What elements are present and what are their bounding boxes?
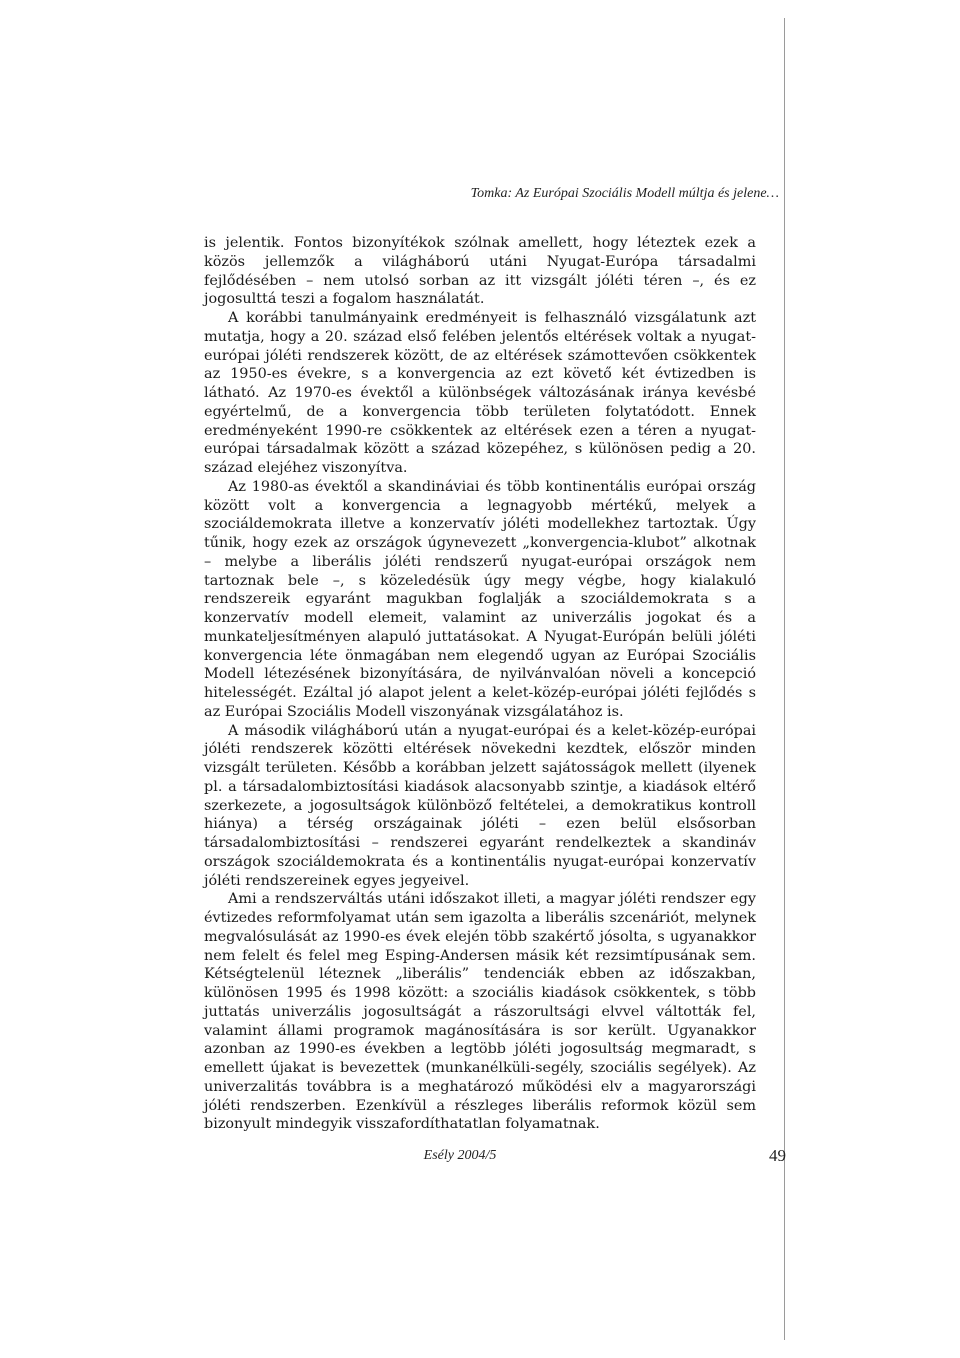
body-text (204, 234, 756, 1134)
running-head: Tomka: Az Európai Szociális Modell múltja és jelene… (470, 186, 779, 201)
footer-journal-issue: Esély 2004/5 (423, 1148, 497, 1163)
paragraph-5: Ami a rendszerváltás utáni időszakot illeti, a magyar jóléti rendszer egy évtizedes reformfolyamat után sem igazolta a liberális szcenáriót, melynek megvalósulását az 1990-es évek elején több szakértő jósolta, s ugyanakkor nem felelt és felel meg Esping-Andersen másik két rezsimtípusának sem. Kétségtelenül léteznek „liberális” tendenciák ebben az időszakban, különösen 1995 és 1998 között: a szociális kiadások csökkentek, s több juttatás univerzális jogosultságát a rászorultsági elvvel váltották fel, valamint állami programok magánosítására is sor került. Ugyanakkor azonban az 1990-es években a legtöbb jóléti jogosultság megmaradt, s emellett újakat is bevezettek (munkanélküli-segély, szociális segélyek). Az univerzalitás továbbra is a meghatározó működési elv a magyarországi jóléti rendszerben. Ezenkívül a részleges liberális reformok közül sem bizonyult mindegyik visszafordíthatatlan folyamatnak. (204, 891, 756, 1133)
paragraph-1: is jelentik. Fontos bizonyítékok szólnak amellett, hogy léteztek ezek a közös jellemzők a világháború utáni Nyugat-Európa társadalmi fejlődésében – nem utolsó sorban az itt vizsgált jóléti téren –, és ez jogosulttá teszi a fogalom használatát. (204, 235, 756, 308)
paragraph-4: A második világháború után a nyugat-európai és a kelet-közép-európai jóléti rendszerek közötti eltérések növekedni kezdtek, először minden vizsgált területen. Később a korábban jelzett sajátosságok mellett (ilyenek pl. a társadalombiztosítási kiadások alacsonyabb szintje, a kiadások eltérő szerkezete, a jogosultságok különböző feltételei, a demokratikus kontroll hiánya) a térség országainak jóléti – ezen belül elsősorban társadalombiztosítási – rendszerei egyaránt rendelkeztek a skandináv országok szociáldemokrata és a kontinentális nyugat-európai konzervatív jóléti rendszereinek egyes jegyeivel. (204, 722, 756, 889)
paragraph-2: A korábbi tanulmányaink eredményeit is felhasználó vizsgálatunk azt mutatja, hogy a 20. század első felében jelentős eltérések voltak a nyugat-európai jóléti rendszerek között, de az eltérések számottevően csökkentek az 1950-es évekre, s a konvergencia az ezt követő két évtizedben is látható. Az 1970-es évektől a különbségek változásának iránya kevésbé egyértelmű, de a konvergencia több területen folytatódott. Ennek eredményeként 1990-re csökkentek az eltérések ezen a téren a nyugat-európai társadalmak között a század közepéhez, s különösen pedig a 20. század elejéhez viszonyítva. (204, 310, 756, 476)
margin-rule (784, 18, 785, 1340)
paragraph-3: Az 1980-as évektől a skandináviai és több kontinentális európai ország között volt a konvergencia a legnagyobb mértékű, melyek a szociáldemokrata illetve a konzervatív jóléti modellekhez tartoztak. Úgy tűnik, hogy ezek az országok úgynevezett „konvergencia-klubot” alkotnak – melybe a liberális jóléti rendszerű nyugat-európai országok nem tartoznak bele –, s közeledésük úgy megy végbe, hogy kialakuló rendszereik egyaránt magukban foglalják a szociáldemokrata s a konzervatív modell elemeit, valamint az univerzális jogokat és a munkateljesítményen alapuló juttatásokat. A Nyugat-Európán belüli jóléti konvergencia léte önmagában nem elegendő ugyan az Európai Szociális Modell létezésének bizonyítására, de nyilvánvalóan növeli a koncepció hitelességét. Ezáltal jó alapot jelent a kelet-közép-európai jóléti fejlődés s az Európai Szociális Modell viszonyának vizsgálatához is. (204, 478, 756, 720)
page-number: 49 (769, 1146, 786, 1165)
